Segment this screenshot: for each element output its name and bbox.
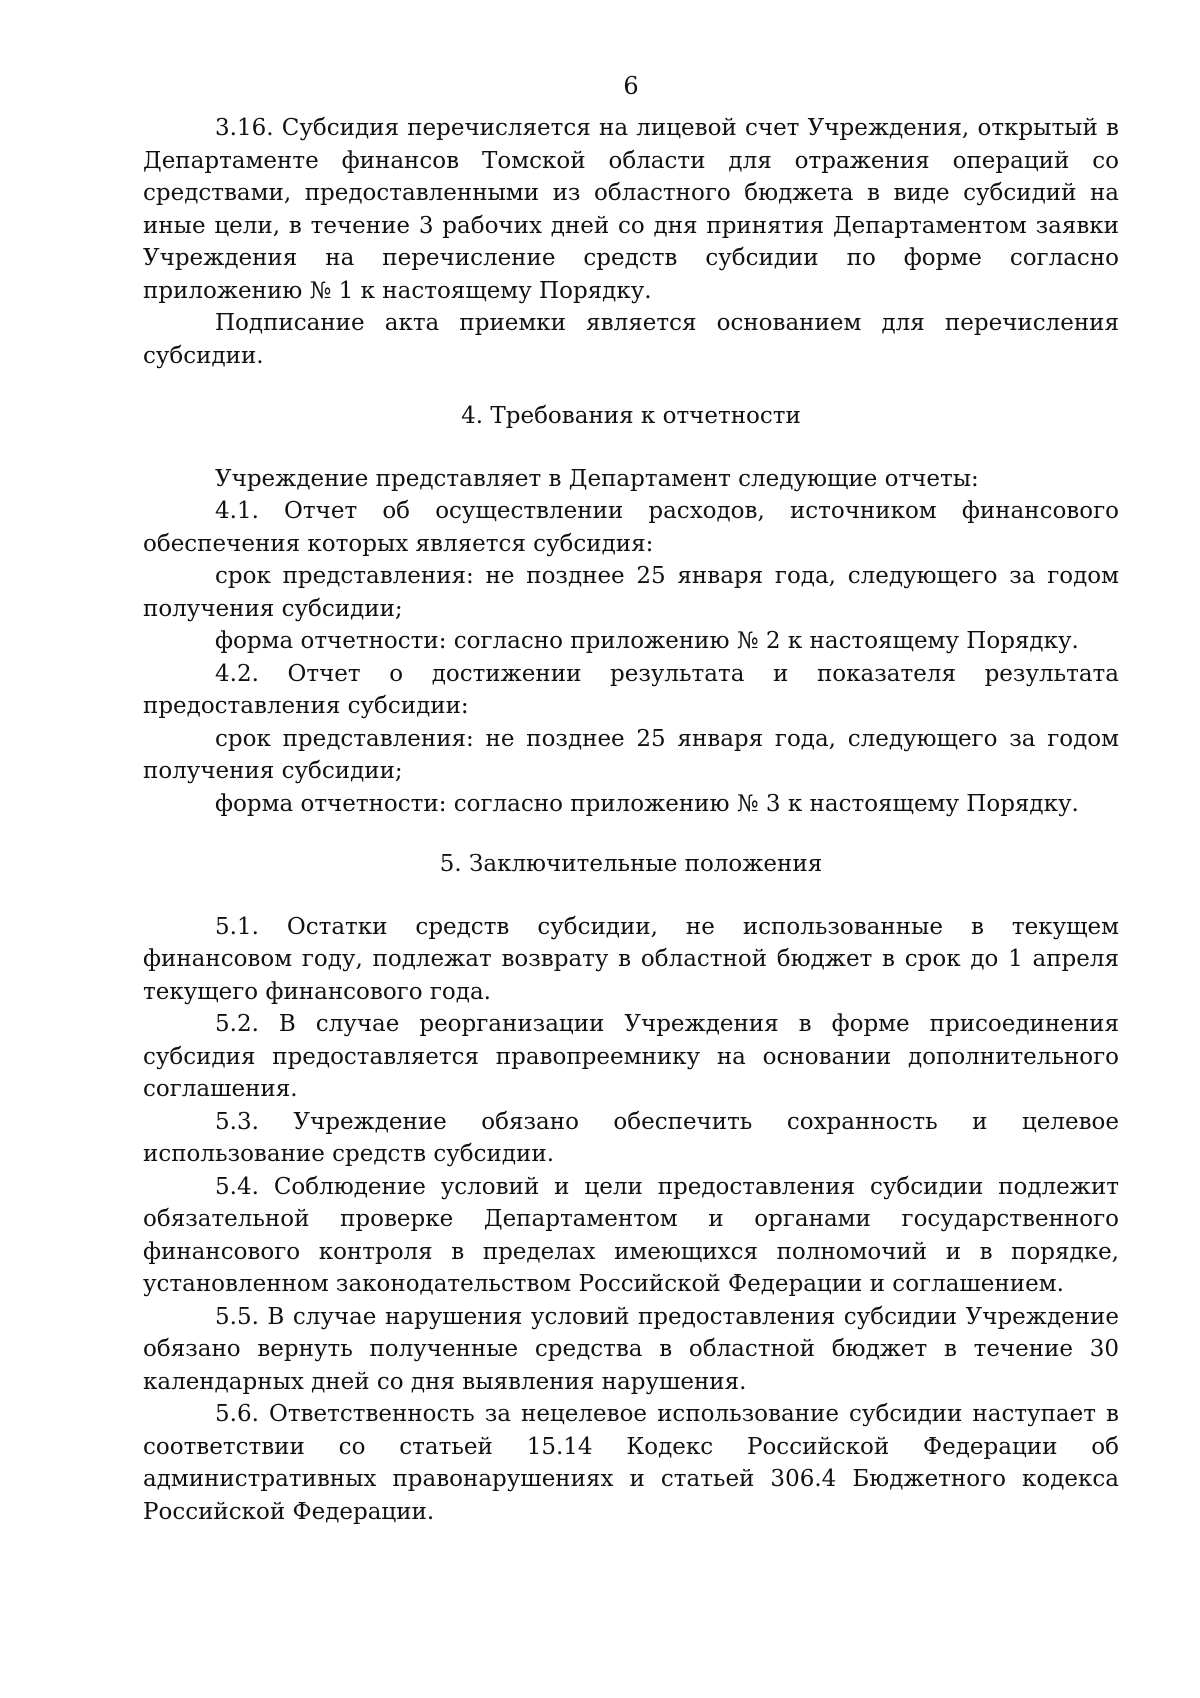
paragraph-4-1: 4.1. Отчет об осуществлении расходов, источником финансового обеспечения которых является субсидия: <box>143 498 1119 557</box>
paragraph-4-intro: Учреждение представляет в Департамент следующие отчеты: <box>215 465 979 492</box>
document-page <box>143 70 1119 1528</box>
paragraph-4-2: 4.2. Отчет о достижении результата и показателя результата предоставления субсидии: <box>143 660 1119 719</box>
paragraph-5-4: 5.4. Соблюдение условий и цели предоставления субсидии подлежит обязательной проверке Департаментом и органами государственного финансового контроля в пределах имеющихся полномочий и в порядке, установленном законодательством Российской Федерации и соглашением. <box>143 1173 1119 1297</box>
paragraph-5-5: 5.5. В случае нарушения условий предоставления субсидии Учреждение обязано вернуть полученные средства в областной бюджет в течение 30 календарных дней со дня выявления нарушения. <box>143 1303 1119 1395</box>
paragraph-4-2-term: срок представления: не позднее 25 января года, следующего за годом получения субсидии; <box>143 725 1119 784</box>
paragraph-4-2-form: форма отчетности: согласно приложению № 3 к настоящему Порядку. <box>215 790 1079 817</box>
paragraph-5-2: 5.2. В случае реорганизации Учреждения в форме присоединения субсидия предоставляется правопреемнику на основании дополнительного соглашения. <box>143 1011 1119 1102</box>
section-5-title: 5. Заключительные положения <box>439 851 823 877</box>
paragraph-5-6: 5.6. Ответственность за нецелевое использование субсидии наступает в соответствии со статьей 15.14 Кодекс Российской Федерации об административных правонарушениях и статьей 306.4 Бюджетного кодекса Российской Федерации. <box>143 1401 1119 1525</box>
paragraph-4-1-term: срок представления: не позднее 25 января года, следующего за годом получения субсидии; <box>143 563 1119 622</box>
paragraph-5-1: 5.1. Остатки средств субсидии, не использованные в текущем финансовом году, подлежат возврату в областной бюджет в срок до 1 апреля текущего финансового года. <box>143 913 1119 1005</box>
page-number: 6 <box>623 72 639 100</box>
paragraph-3-16: 3.16. Субсидия перечисляется на лицевой счет Учреждения, открытый в Департаменте финансов Томской области для отражения операций со средствами, предоставленными из областного бюджета в виде субсидий на иные цели, в течение 3 рабочих дней со дня принятия Департаментом заявки Учреждения на перечисление средств субсидии по форме согласно приложению № 1 к настоящему Порядку. <box>143 115 1119 304</box>
section-4-title: 4. Требования к отчетности <box>461 403 801 429</box>
paragraph-signing: Подписание акта приемки является основанием для перечисления субсидии. <box>143 310 1119 369</box>
paragraph-5-3: 5.3. Учреждение обязано обеспечить сохранность и целевое использование средств субсидии. <box>143 1108 1119 1167</box>
paragraph-4-1-form: форма отчетности: согласно приложению № 2 к настоящему Порядку. <box>215 628 1079 654</box>
